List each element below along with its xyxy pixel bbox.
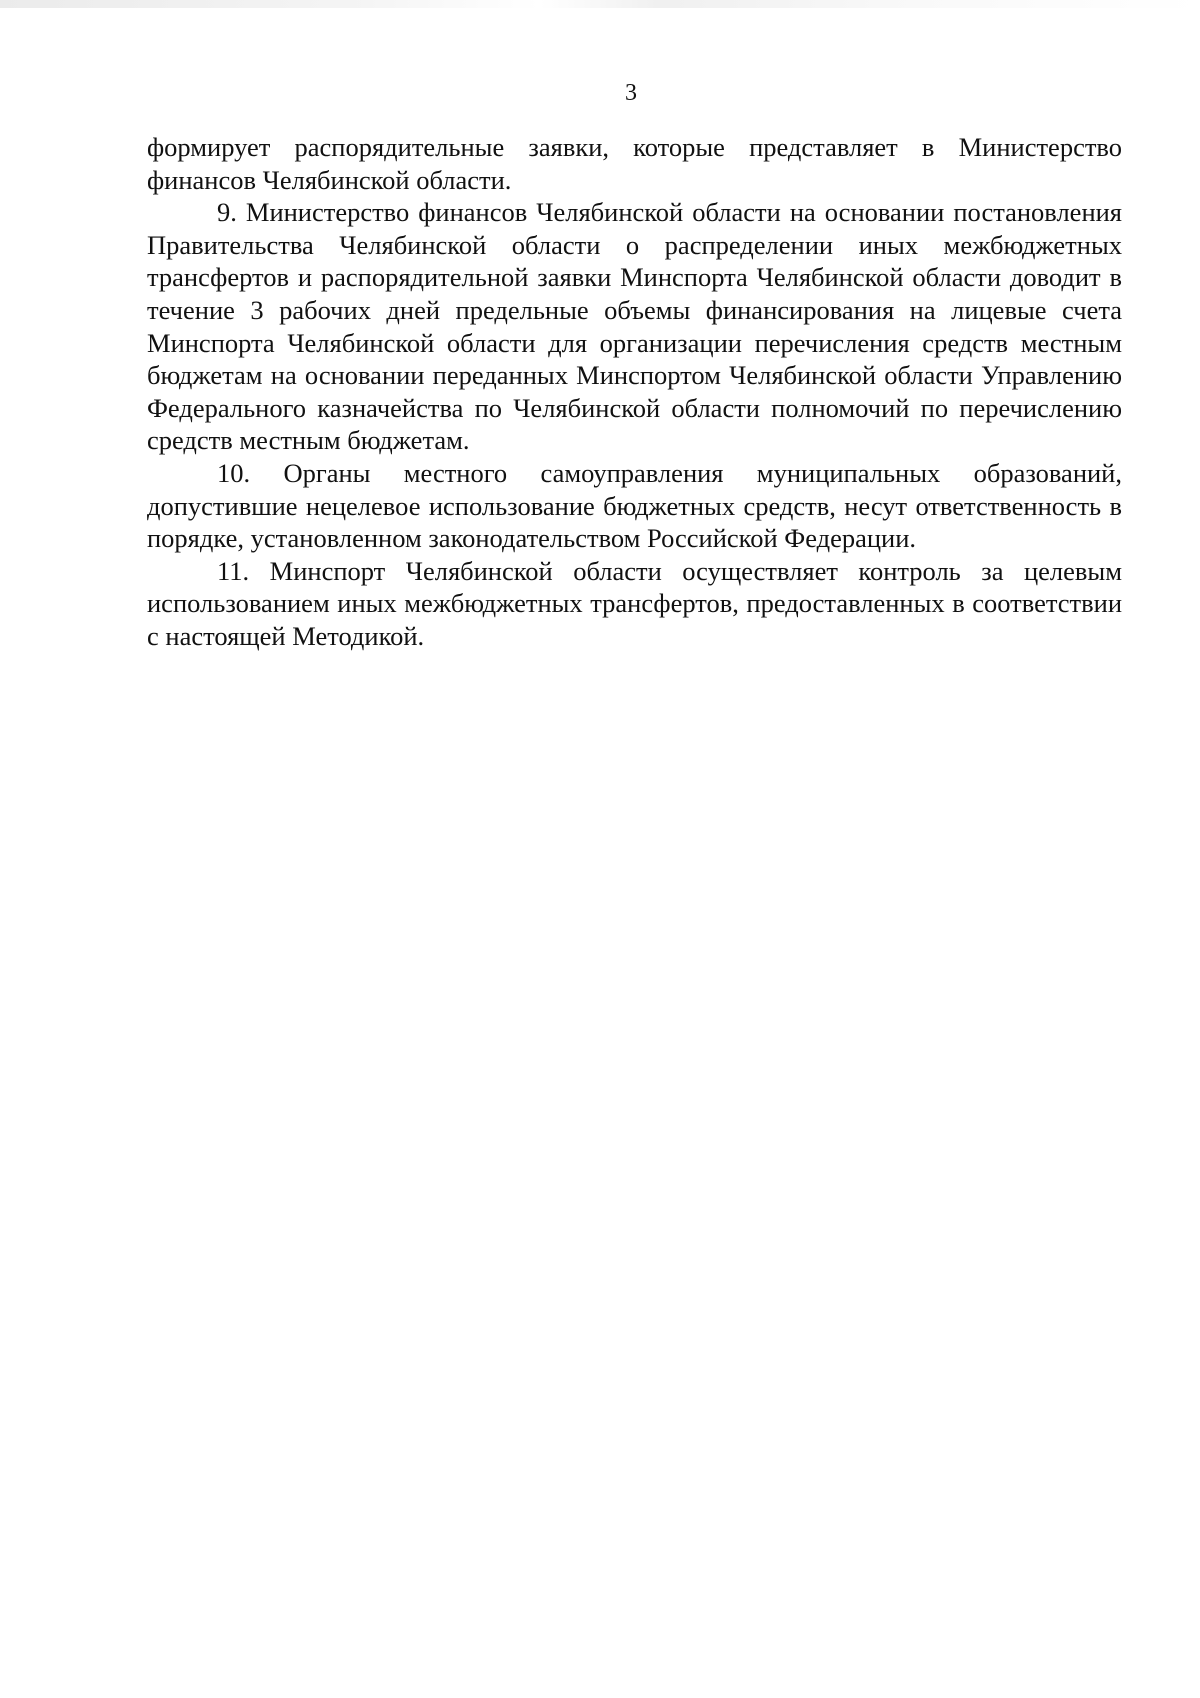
- document-body: [147, 131, 1122, 653]
- paragraph-item-9: 9. Министерство финансов Челябинской области на основании постановления Правительства Челябинской области о распределении иных межбюджетных трансфертов и распорядительной заявки Минспорта Челябинской области доводит в течение 3 рабочих дней предельные объемы финансирования на лицевые счета Минспорта Челябинской области для организации перечисления средств местным бюджетам на основании переданных Минспортом Челябинской области Управлению Федерального казначейства по Челябинской области полномочий по перечислению средств местным бюджетам.: [147, 197, 1122, 456]
- page-number: 3: [625, 80, 637, 106]
- paragraph-continuation: формирует распорядительные заявки, которые представляет в Министерство финансов Челябинской области.: [147, 132, 1122, 195]
- paragraph-item-11: 11. Минспорт Челябинской области осуществляет контроль за целевым использованием иных межбюджетных трансфертов, предоставленных в соответствии с настоящей Методикой.: [147, 555, 1122, 651]
- paragraph-item-10: 10. Органы местного самоуправления муниципальных образований, допустившие нецелевое использование бюджетных средств, несут ответственность в порядке, установленном законодательством Российской Федерации.: [147, 457, 1122, 554]
- scan-edge-artifact: [0, 0, 1200, 8]
